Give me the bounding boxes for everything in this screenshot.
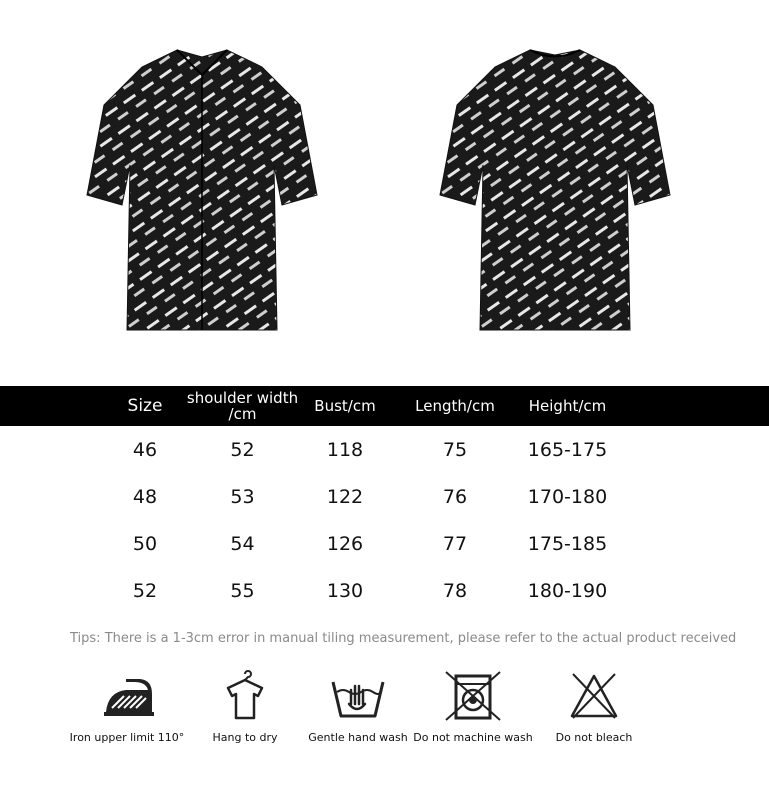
cell-shoulder-width: 52 [230, 438, 255, 461]
table-header [0, 386, 769, 426]
cell-shoulder-width: 55 [230, 579, 255, 602]
table-row [0, 426, 769, 473]
cell-height: 165-175 [527, 438, 608, 461]
no-bleach-icon [563, 670, 625, 722]
care-item-no-machine-wash [408, 670, 538, 747]
shirt-back-image [435, 45, 675, 335]
header-length: Length/cm [415, 397, 495, 415]
cell-length: 77 [442, 532, 468, 555]
cell-size: 46 [132, 438, 158, 461]
care-item-hang-dry [180, 670, 310, 747]
cell-length: 75 [442, 438, 468, 461]
care-label: Iron upper limit 110° [69, 731, 185, 744]
cell-length: 78 [442, 579, 468, 602]
cell-bust: 130 [326, 579, 364, 602]
care-label: Hang to dry [212, 731, 278, 744]
cell-height: 175-185 [527, 532, 608, 555]
header-height: Height/cm [528, 397, 607, 415]
hand-wash-icon [327, 670, 389, 722]
size-table [0, 386, 769, 614]
no-machine-wash-icon [442, 670, 504, 722]
care-item-iron [62, 670, 192, 747]
cell-height: 180-190 [527, 579, 608, 602]
table-row [0, 520, 769, 567]
care-item-no-bleach [529, 670, 659, 747]
cell-bust: 118 [326, 438, 364, 461]
table-row [0, 473, 769, 520]
cell-bust: 122 [326, 485, 364, 508]
cell-height: 170-180 [527, 485, 608, 508]
header-size: Size [127, 396, 163, 416]
care-label: Gentle hand wash [308, 731, 408, 744]
header-shoulder-width: shoulder width /cm [186, 389, 299, 423]
cell-size: 50 [132, 532, 158, 555]
care-item-hand-wash [293, 670, 423, 747]
cell-length: 76 [442, 485, 468, 508]
care-label: Do not machine wash [413, 731, 533, 744]
cell-size: 52 [132, 579, 158, 602]
product-images [0, 0, 769, 380]
cell-shoulder-width: 53 [230, 485, 255, 508]
cell-bust: 126 [326, 532, 364, 555]
cell-size: 48 [132, 485, 158, 508]
measurement-tips: Tips: There is a 1-3cm error in manual tiling measurement, please refer to the actual product received [70, 631, 737, 646]
care-label: Do not bleach [555, 731, 633, 744]
shirt-front-image [82, 45, 322, 335]
iron-icon [96, 670, 158, 722]
table-row [0, 567, 769, 614]
cell-shoulder-width: 54 [230, 532, 255, 555]
header-bust: Bust/cm [314, 397, 376, 415]
hang-dry-icon [214, 670, 276, 722]
